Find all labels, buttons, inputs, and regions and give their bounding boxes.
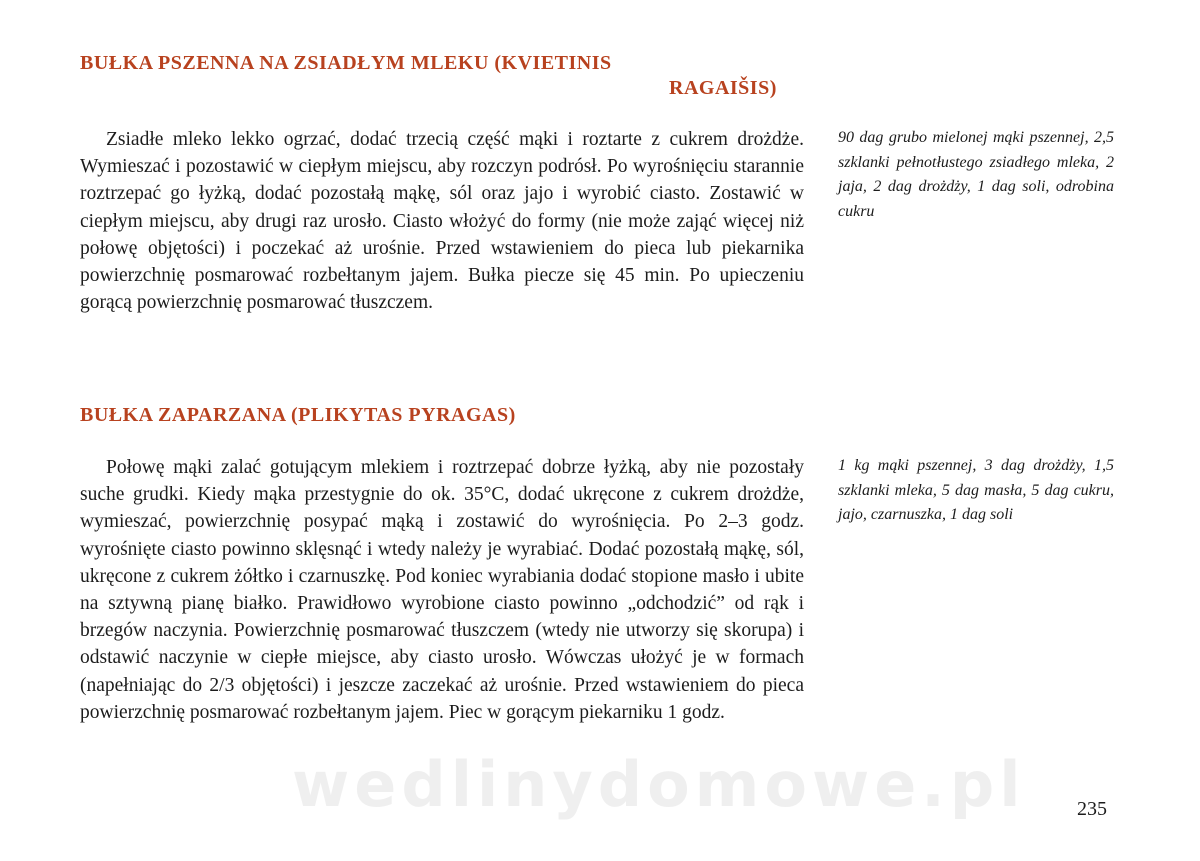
recipe2-instructions-text: Połowę mąki zalać gotującym mlekiem i roztrzepać dobrze łyżką, aby nie pozostały suche grudki. Kiedy mąka przestygnie do ok. 35°C, dodać ukręcone z cukrem drożdże, wymieszać, powierzchnię posypać mąką i zostawić do wyrośnięcia. Po 2–3 godz. wyrośnięte ciasto powinno sklęsnąć i wtedy należy je wyrabiać. Dodać pozostałą mąkę, sól, ukręcone z cukrem żółtko i czarnuszkę. Pod koniec wyrabiania dodać stopione masło i ubite na sztywną pianę białko. Prawidłowo wyrobione ciasto powinno „odchodzić” od rąk i brzegów naczynia. Powierzchnię posmarować tłuszczem (wtedy nie utworzy się skorupa) i odstawić naczynie w ciepłe miejsce, aby ciasto urosło. Wówczas ułożyć je w formach (napełniając do 2/3 objętości) i jeszcze zaczekać aż urośnie. Przed wstawieniem do pieca powierzchnię posmarować rozbełtanym jajem. Piec w gorącym piekarniku 1 godz.: [80, 457, 804, 723]
recipe2-title: BUŁKA ZAPARZANA (PLIKYTAS PYRAGAS): [80, 404, 516, 426]
recipe1-title-line2: RAGAIŠIS): [669, 77, 777, 99]
page-number: 235: [1077, 798, 1107, 820]
recipe1-instructions: [80, 126, 804, 316]
recipe1-instructions-text: Zsiadłe mleko lekko ogrzać, dodać trzecią część mąki i roztarte z cukrem drożdże. Wymieszać i pozostawić w ciepłym miejscu, aby rozczyn podrósł. Po wyrośnięciu starannie roztrzepać go łyżką, dodać pozostałą mąkę, sól oraz jajo i wyrobić ciasto. Zostawić w ciepłym miejscu, aby drugi raz urosło. Ciasto włożyć do formy (nie może zająć więcej niż połowę objętości) i poczekać aż urośnie. Przed wstawieniem do pieca lub piekarnika powierzchnię posmarować rozbełtanym jajem. Bułka piecze się 45 min. Po upieczeniu gorącą powierzchnię posmarować tłuszczem.: [80, 129, 804, 314]
recipe2-instructions: [80, 454, 804, 726]
recipe2-ingredients: [838, 454, 1114, 528]
recipe1-title-line1: BUŁKA PSZENNA NA ZSIADŁYM MLEKU (KVIETINIS: [80, 52, 612, 74]
recipe1-ingredients-text: 90 dag grubo mielonej mąki pszennej, 2,5 szklanki pełnotłustego zsiadłego mleka, 2 jaja, 2 dag drożdży, 1 dag soli, odrobina cukru: [838, 129, 1114, 220]
recipe1-ingredients: [838, 126, 1114, 224]
watermark: wedlinydomowe.pl: [292, 748, 1026, 821]
recipe2-ingredients-text: 1 kg mąki pszennej, 3 dag drożdży, 1,5 szklanki mleka, 5 dag masła, 5 dag cukru, jajo, czarnuszka, 1 dag soli: [838, 457, 1114, 523]
